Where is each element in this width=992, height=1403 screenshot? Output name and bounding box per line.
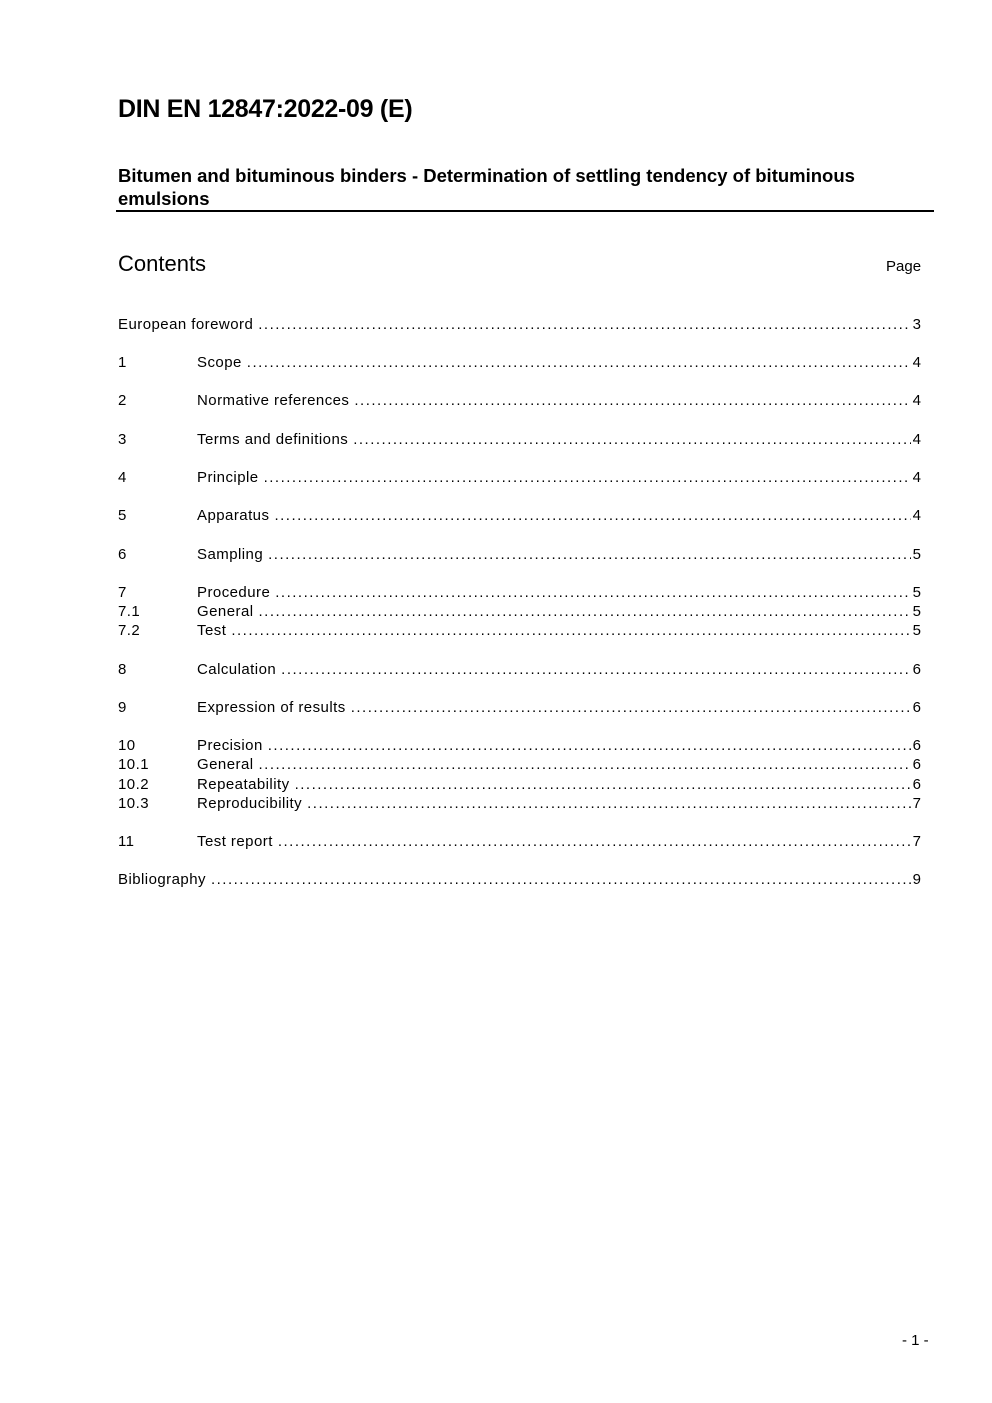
toc-entry-title: General (197, 603, 254, 620)
toc-entry-page: 6 (912, 776, 921, 793)
toc-entry-number: 7.1 (118, 603, 141, 620)
toc-dot-leader (281, 660, 910, 679)
toc-entry-page: 9 (912, 871, 921, 888)
page-column-label: Page (886, 258, 922, 275)
toc-entry-page: 4 (912, 431, 921, 448)
toc-entry-number: 8 (118, 661, 127, 678)
toc-entry-page: 6 (912, 737, 921, 754)
toc-entry-page: 7 (912, 795, 921, 812)
toc-entry-test-report[interactable] (118, 832, 921, 851)
toc-dot-leader (258, 315, 910, 334)
toc-entry-reproducibility[interactable] (118, 794, 921, 813)
toc-entry-scope[interactable] (118, 353, 921, 372)
toc-entry-precision-general[interactable] (118, 755, 921, 774)
toc-dot-leader (275, 583, 910, 602)
toc-entry-number: 10.2 (118, 776, 149, 793)
toc-dot-leader (278, 832, 911, 851)
toc-entry-number: 3 (118, 431, 127, 448)
toc-entry-title: Reproducibility (197, 795, 303, 812)
toc-entry-title: Bibliography (118, 871, 206, 888)
toc-entry-page: 3 (912, 316, 921, 333)
toc-entry-number: 4 (118, 469, 127, 486)
toc-entry-principle[interactable] (118, 468, 921, 487)
toc-entry-title: Calculation (197, 661, 277, 678)
toc-entry-page: 4 (912, 507, 921, 524)
toc-dot-leader (264, 468, 911, 487)
toc-entry-number: 10.1 (118, 756, 149, 773)
toc-entry-title: European foreword (118, 316, 254, 333)
toc-dot-leader (231, 621, 910, 640)
toc-entry-number: 11 (118, 833, 135, 850)
toc-entry-number: 6 (118, 546, 127, 563)
toc-entry-apparatus[interactable] (118, 506, 921, 525)
toc-entry-title: Scope (197, 354, 242, 371)
toc-entry-title: Procedure (197, 584, 271, 601)
toc-entry-procedure-general[interactable] (118, 602, 921, 621)
toc-entry-page: 5 (912, 546, 921, 563)
toc-dot-leader (259, 755, 911, 774)
toc-entry-page: 5 (912, 584, 921, 601)
toc-entry-title: Principle (197, 469, 259, 486)
toc-entry-calculation[interactable] (118, 660, 921, 679)
toc-entry-sampling[interactable] (118, 545, 921, 564)
toc-entry-title: General (197, 756, 254, 773)
toc-entry-title: Sampling (197, 546, 264, 563)
toc-entry-number: 9 (118, 699, 127, 716)
toc-entry-page: 7 (912, 833, 921, 850)
toc-dot-leader (351, 698, 911, 717)
toc-entry-page: 5 (912, 622, 921, 639)
toc-entry-number: 10.3 (118, 795, 149, 812)
toc-entry-number: 7.2 (118, 622, 141, 639)
toc-entry-repeatability[interactable] (118, 775, 921, 794)
toc-entry-expression-of-results[interactable] (118, 698, 921, 717)
toc-entry-page: 4 (912, 469, 921, 486)
toc-entry-page: 6 (912, 699, 921, 716)
document-title: DIN EN 12847:2022-09 (E) (118, 95, 413, 123)
toc-dot-leader (295, 775, 911, 794)
toc-entry-page: 6 (912, 756, 921, 773)
toc-dot-leader (268, 545, 911, 564)
toc-entry-title: Precision (197, 737, 263, 754)
toc-entry-title: Test report (197, 833, 273, 850)
toc-entry-number: 7 (118, 584, 127, 601)
page-number: - 1 - (902, 1332, 929, 1349)
document-subtitle: Bitumen and bituminous binders - Determination of settling tendency of bituminous emulsions (118, 165, 855, 209)
toc-entry-page: 4 (912, 392, 921, 409)
toc-entry-title: Test (197, 622, 227, 639)
toc-entry-number: 2 (118, 392, 127, 409)
toc-entry-number: 1 (118, 354, 127, 371)
toc-dot-leader (211, 870, 911, 889)
contents-heading: Contents (118, 251, 207, 276)
toc-entry-page: 4 (912, 354, 921, 371)
toc-dot-leader (268, 736, 911, 755)
toc-entry-test[interactable] (118, 621, 921, 640)
toc-entry-terms-and-definitions[interactable] (118, 430, 921, 449)
toc-dot-leader (274, 506, 910, 525)
toc-entry-title: Expression of results (197, 699, 346, 716)
toc-entry-european-foreword[interactable] (118, 315, 921, 334)
title-divider (116, 210, 934, 212)
toc-entry-number: 5 (118, 507, 127, 524)
toc-entry-bibliography[interactable] (118, 870, 921, 889)
toc-entry-title: Terms and definitions (197, 431, 349, 448)
toc-entry-page: 5 (912, 603, 921, 620)
toc-dot-leader (307, 794, 911, 813)
toc-entry-number: 10 (118, 737, 136, 754)
toc-entry-title: Normative references (197, 392, 350, 409)
toc-dot-leader (247, 353, 911, 372)
toc-dot-leader (353, 430, 910, 449)
toc-entry-procedure[interactable] (118, 583, 921, 602)
toc-entry-page: 6 (912, 661, 921, 678)
toc-dot-leader (259, 602, 911, 621)
toc-entry-normative-references[interactable] (118, 391, 921, 410)
toc-entry-title: Repeatability (197, 776, 290, 793)
toc-entry-precision[interactable] (118, 736, 921, 755)
toc-dot-leader (354, 391, 910, 410)
toc-entry-title: Apparatus (197, 507, 270, 524)
